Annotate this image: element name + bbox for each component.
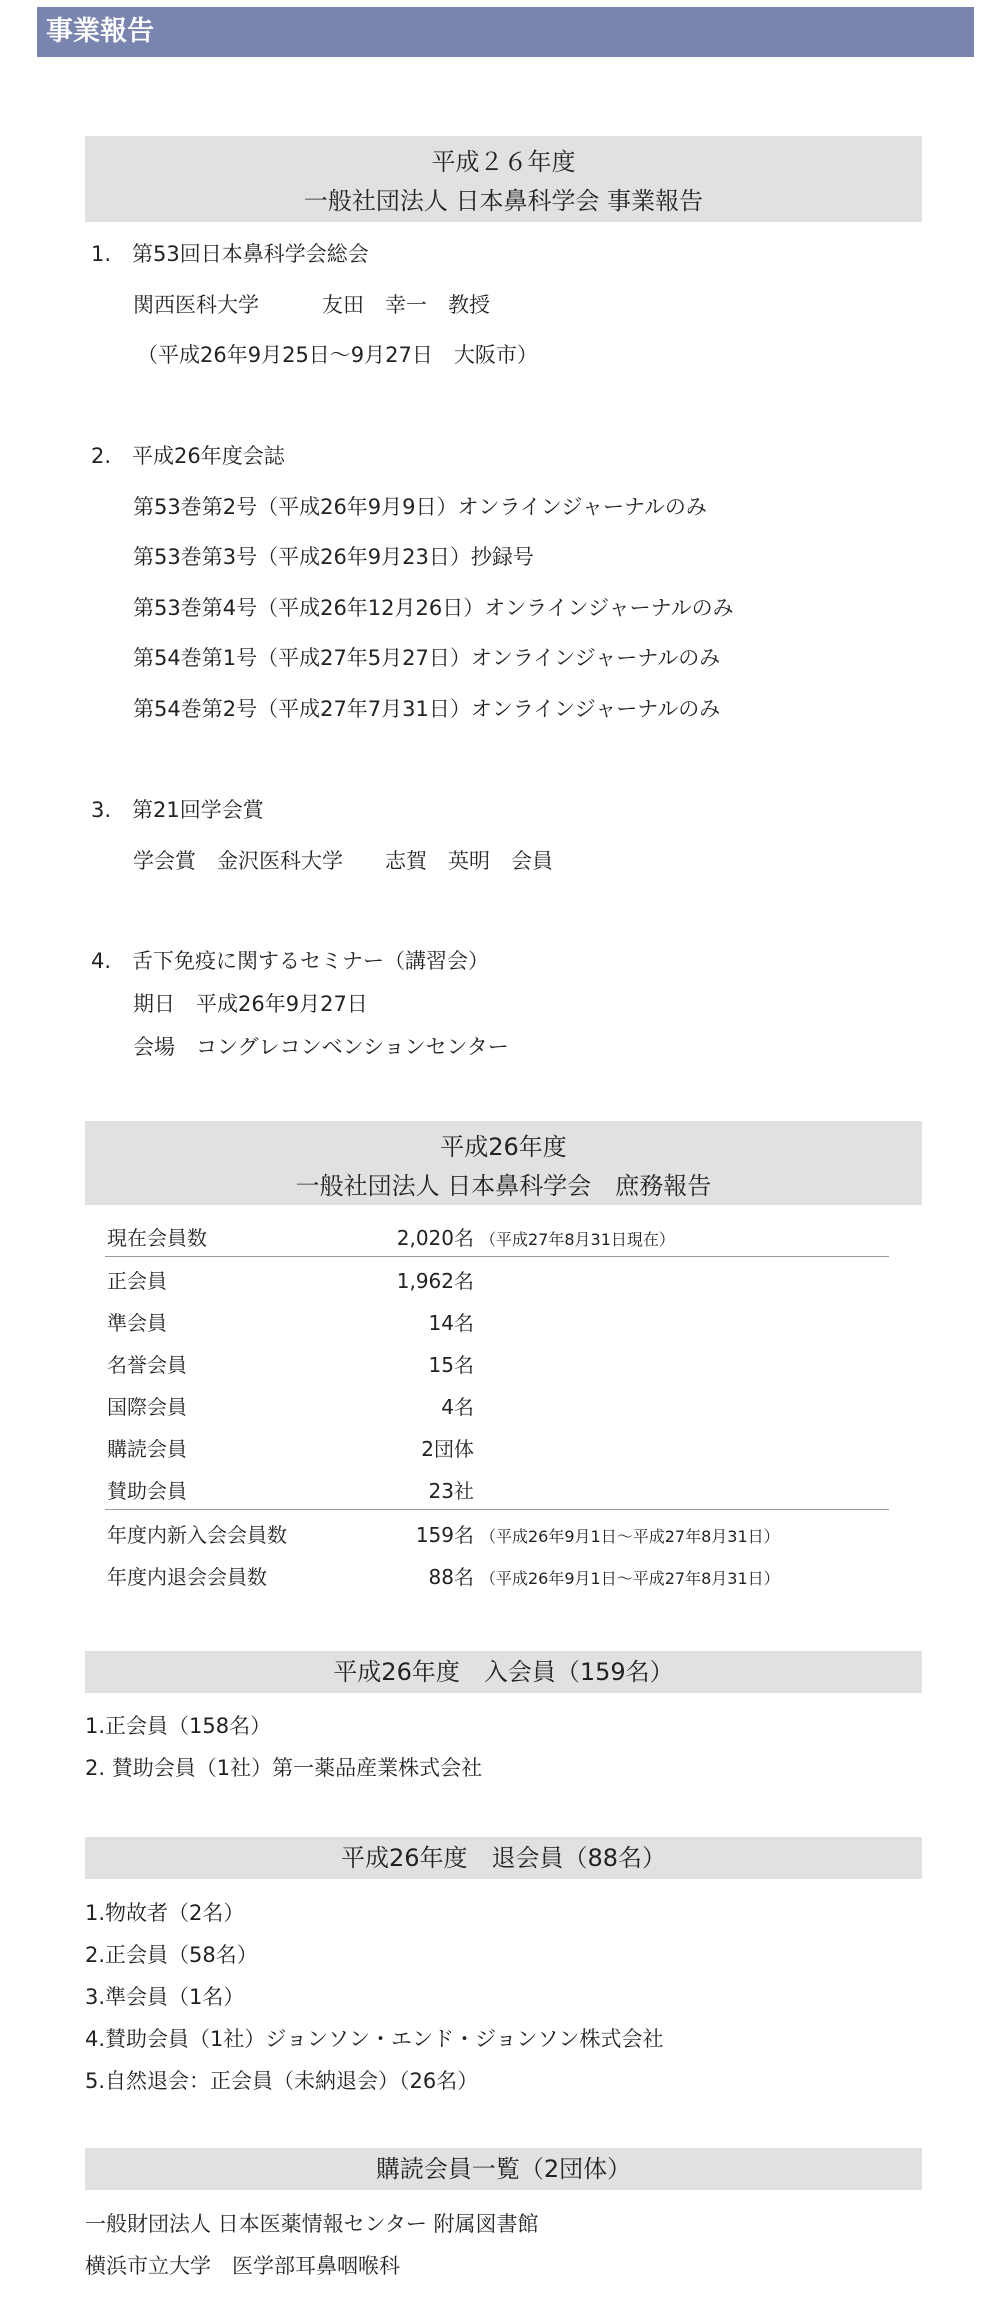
general-affairs-title-line2: 一般社団法人 日本鼻科学会 庶務報告 <box>295 1172 712 1200</box>
member-type-label: 購読会員 <box>107 1437 187 1461</box>
member-type-value: 2団体 <box>421 1437 474 1461</box>
subscriber-line: 一般財団法人 日本医薬情報センター 附属図書館 <box>85 2212 539 2236</box>
member-type-label: 国際会員 <box>107 1395 187 1419</box>
withdrawn-count-value: 88名 <box>428 1565 474 1589</box>
member-type-value: 4名 <box>441 1395 474 1419</box>
withdrawn-members-line: 3.準会員（1名） <box>85 1985 245 2009</box>
item4-line: 期日 平成26年9月27日 <box>133 992 368 1016</box>
member-type-value: 15名 <box>428 1353 474 1377</box>
member-total-label: 現在会員数 <box>107 1226 207 1250</box>
withdrawn-members-line: 5.自然退会：正会員（未納退会）（26名） <box>85 2069 479 2093</box>
new-members-line: 1.正会員（158名） <box>85 1714 272 1738</box>
item2-line: 第53巻第4号（平成26年12月26日）オンラインジャーナルのみ <box>133 596 734 620</box>
page-title: 事業報告 <box>37 7 974 57</box>
new-members-title: 平成26年度 入会員（159名） <box>85 1651 922 1693</box>
new-members-count-label: 年度内新入会会員数 <box>107 1523 287 1547</box>
business-report-title-line2: 一般社団法人 日本鼻科学会 事業報告 <box>303 187 704 215</box>
withdrawn-count-label: 年度内退会会員数 <box>107 1565 267 1589</box>
item3-line: 学会賞 金沢医科大学 志賀 英明 会員 <box>133 849 553 873</box>
item1-heading: 1. 第53回日本鼻科学会総会 <box>91 242 369 266</box>
withdrawn-members-line: 1.物故者（2名） <box>85 1901 245 1925</box>
member-total-note: （平成27年8月31日現在） <box>480 1230 675 1249</box>
member-type-value: 1,962名 <box>396 1269 474 1293</box>
member-type-label: 準会員 <box>107 1311 167 1335</box>
member-type-value: 14名 <box>428 1311 474 1335</box>
member-type-value: 23社 <box>428 1479 474 1503</box>
withdrawn-members-line: 4.賛助会員（1社）ジョンソン・エンド・ジョンソン株式会社 <box>85 2027 664 2051</box>
divider <box>105 1509 889 1510</box>
business-report-title-line1: 平成２６年度 <box>431 148 576 176</box>
item2-heading: 2. 平成26年度会誌 <box>91 444 285 468</box>
item2-line: 第53巻第3号（平成26年9月23日）抄録号 <box>133 545 534 569</box>
item1-line: （平成26年9月25日〜9月27日 大阪市） <box>137 343 538 367</box>
withdrawn-members-line: 2.正会員（58名） <box>85 1943 258 1967</box>
new-members-count-value: 159名 <box>415 1523 474 1547</box>
item2-line: 第53巻第2号（平成26年9月9日）オンラインジャーナルのみ <box>133 495 707 519</box>
withdrawn-members-title: 平成26年度 退会員（88名） <box>85 1837 922 1879</box>
item2-line: 第54巻第2号（平成27年7月31日）オンラインジャーナルのみ <box>133 697 721 721</box>
item4-heading: 4. 舌下免疫に関するセミナー（講習会） <box>91 949 490 973</box>
member-type-label: 賛助会員 <box>107 1479 187 1503</box>
item2-line: 第54巻第1号（平成27年5月27日）オンラインジャーナルのみ <box>133 646 721 670</box>
withdrawn-count-note: （平成26年9月1日〜平成27年8月31日） <box>480 1569 780 1588</box>
item4-line: 会場 コングレコンベンションセンター <box>133 1035 509 1059</box>
item3-heading: 3. 第21回学会賞 <box>91 798 264 822</box>
general-affairs-title-box <box>85 1121 922 1205</box>
member-type-label: 正会員 <box>107 1269 167 1293</box>
item1-line: 関西医科大学 友田 幸一 教授 <box>133 293 490 317</box>
new-members-line: 2. 賛助会員（1社）第一薬品産業株式会社 <box>85 1756 483 1780</box>
subscribers-title: 購読会員一覧（2団体） <box>85 2148 922 2190</box>
business-report-title-box <box>85 136 922 222</box>
member-total-value: 2,020名 <box>396 1226 474 1250</box>
member-type-label: 名誉会員 <box>107 1353 187 1377</box>
new-members-count-note: （平成26年9月1日〜平成27年8月31日） <box>480 1527 780 1546</box>
divider <box>105 1256 889 1257</box>
general-affairs-title-line1: 平成26年度 <box>440 1133 567 1161</box>
subscriber-line: 横浜市立大学 医学部耳鼻咽喉科 <box>85 2254 400 2278</box>
